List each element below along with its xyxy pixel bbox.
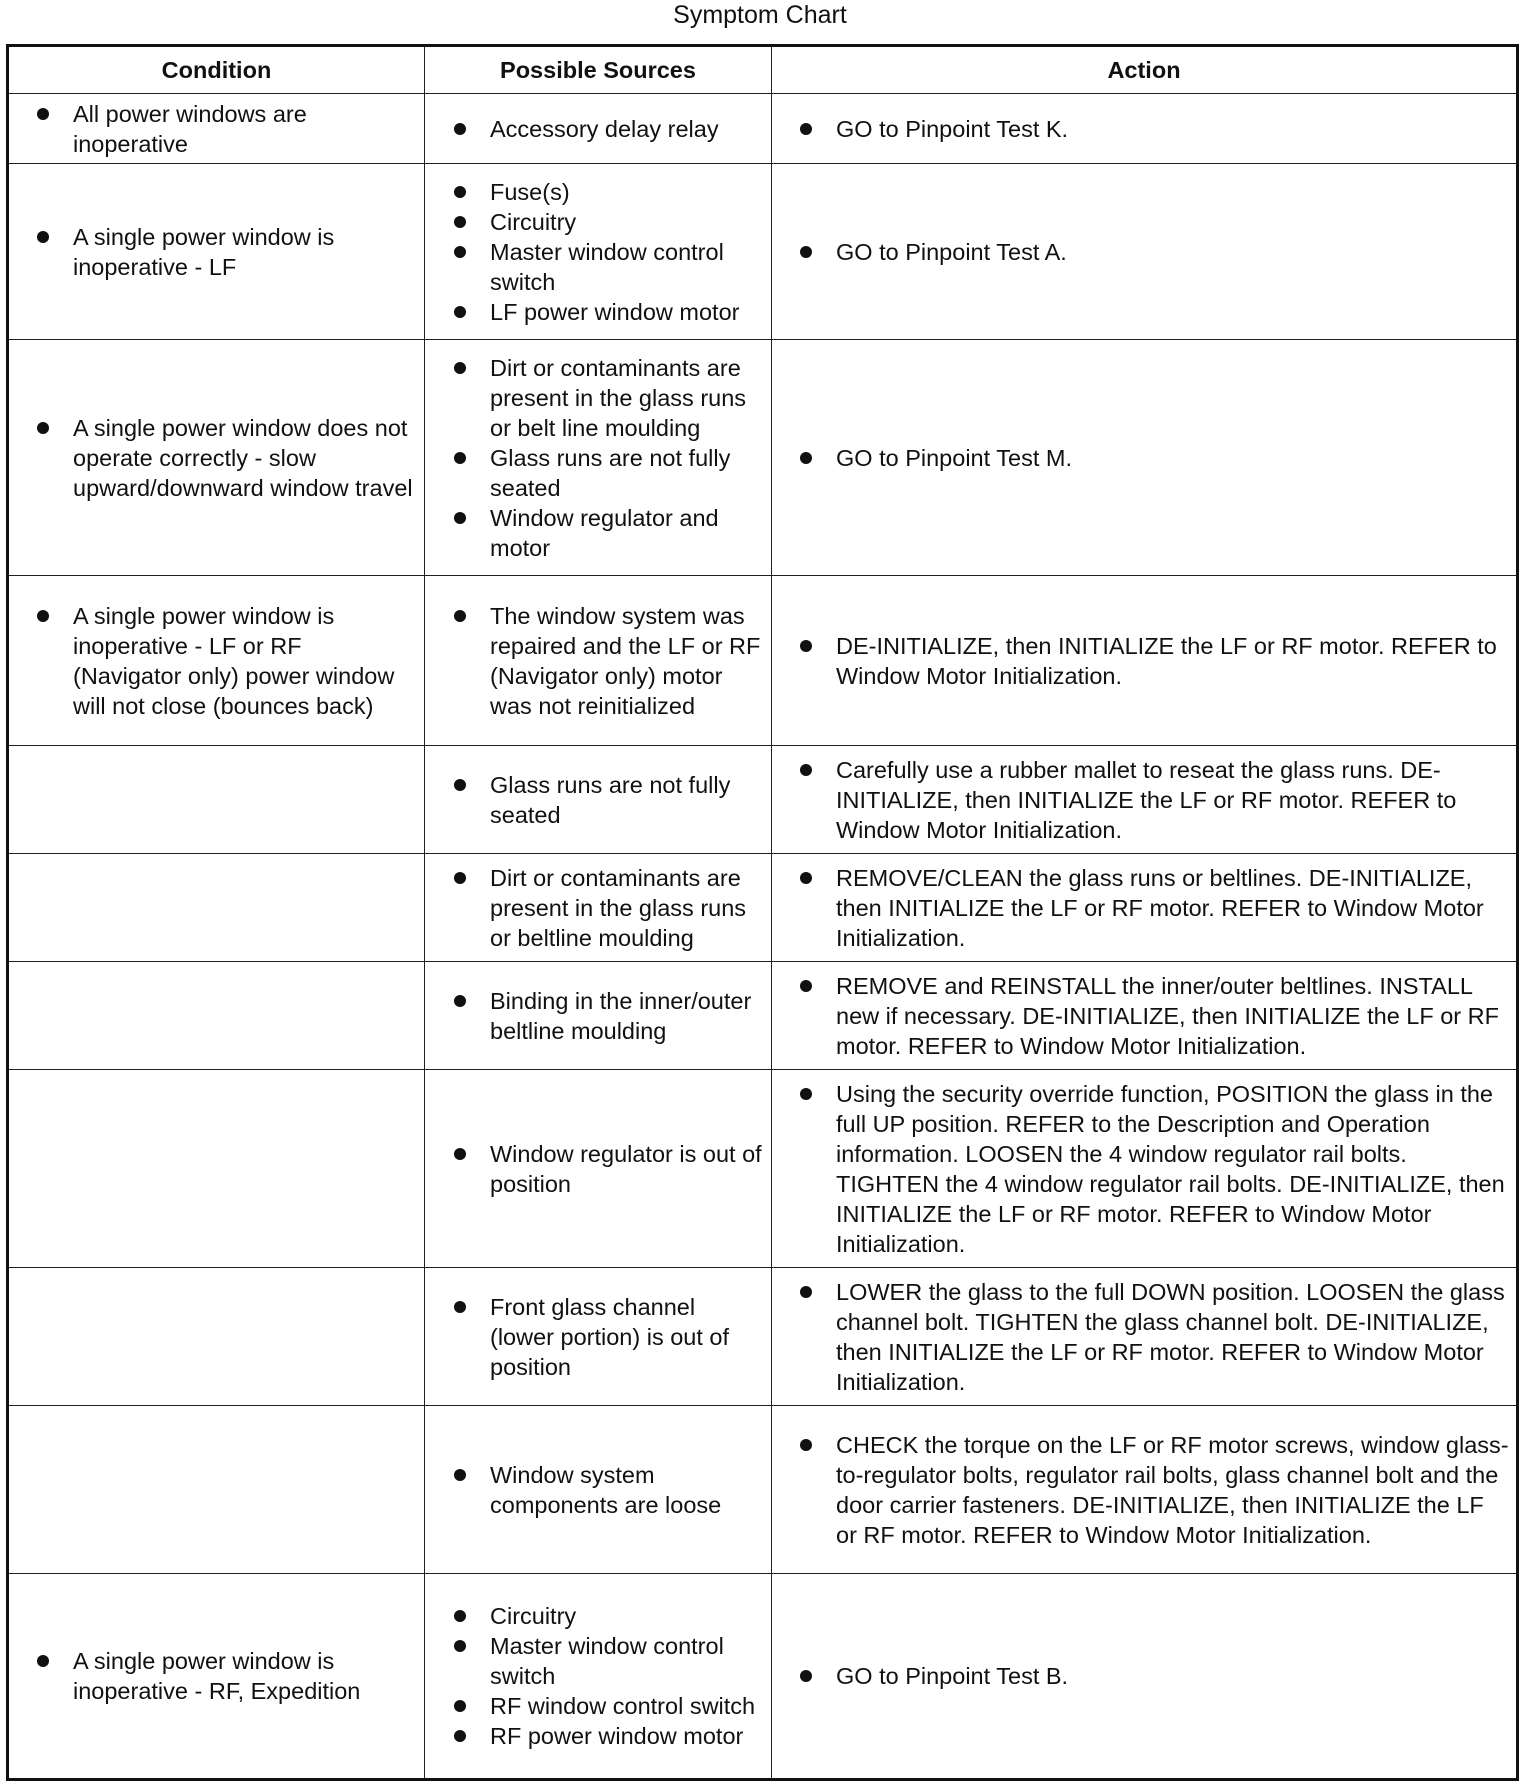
- condition-text: A single power window is inoperative - LF or RF (Navigator only) power window will not close (bounces back): [37, 601, 416, 721]
- action-text: DE-INITIALIZE, then INITIALIZE the LF or RF motor. REFER to Window Motor Initialization.: [800, 631, 1510, 691]
- action-cell: [772, 576, 1518, 746]
- table-row: [8, 746, 1518, 854]
- table-row: [8, 854, 1518, 962]
- action-text: CHECK the torque on the LF or RF motor screws, window glass-to-regulator bolts, regulator rail bolts, glass channel bolt and the door carrier fasteners. DE-INITIALIZE, then INITIALIZE the LF or RF motor. REFER to Window Motor Initialization.: [800, 1430, 1510, 1550]
- condition-cell: [8, 94, 425, 164]
- condition-cell: [8, 164, 425, 340]
- action-text: GO to Pinpoint Test K.: [800, 114, 1510, 144]
- header-row: [8, 46, 1518, 94]
- header-condition: Condition: [8, 46, 425, 94]
- source-item: Master window control switch: [454, 237, 765, 297]
- source-item: Circuitry: [454, 1601, 765, 1631]
- condition-cell: [8, 340, 425, 576]
- action-cell: [772, 164, 1518, 340]
- condition-text: A single power window is inoperative - RF, Expedition: [37, 1646, 416, 1706]
- sources-cell: [425, 94, 772, 164]
- condition-text: A single power window is inoperative - LF: [37, 222, 416, 282]
- action-text: GO to Pinpoint Test M.: [800, 443, 1510, 473]
- table-row: [8, 576, 1518, 746]
- sources-cell: [425, 576, 772, 746]
- action-cell: [772, 1406, 1518, 1574]
- action-cell: [772, 1574, 1518, 1780]
- header-action: Action: [772, 46, 1518, 94]
- action-text: REMOVE and REINSTALL the inner/outer beltlines. INSTALL new if necessary. DE-INITIALIZE, then INITIALIZE the LF or RF motor. REFER to Window Motor Initialization.: [800, 971, 1510, 1061]
- source-item: Accessory delay relay: [454, 114, 765, 144]
- table-row: [8, 1406, 1518, 1574]
- source-item: Circuitry: [454, 207, 765, 237]
- source-item: Window system components are loose: [454, 1460, 765, 1520]
- action-text: Using the security override function, POSITION the glass in the full UP position. REFER to the Description and Operation information. LOOSEN the 4 window regulator rail bolts. TIGHTEN the 4 window regulator rail bolts. DE-INITIALIZE, then INITIALIZE the LF or RF motor. REFER to Window Motor Initialization.: [800, 1079, 1510, 1259]
- condition-cell: [8, 1574, 425, 1780]
- sources-cell: [425, 1268, 772, 1406]
- table-row: [8, 962, 1518, 1070]
- table-row: [8, 1070, 1518, 1268]
- table-row: [8, 1268, 1518, 1406]
- action-cell: [772, 1268, 1518, 1406]
- condition-cell: [8, 1406, 425, 1574]
- chart-title: Symptom Chart: [673, 1, 847, 29]
- source-item: Master window control switch: [454, 1631, 765, 1691]
- action-text: Carefully use a rubber mallet to reseat the glass runs. DE-INITIALIZE, then INITIALIZE the LF or RF motor. REFER to Window Motor Initialization.: [800, 755, 1510, 845]
- source-item: Front glass channel (lower portion) is out of position: [454, 1292, 765, 1382]
- condition-cell: [8, 962, 425, 1070]
- action-cell: [772, 340, 1518, 576]
- sources-cell: [425, 1406, 772, 1574]
- condition-cell: [8, 576, 425, 746]
- action-cell: [772, 746, 1518, 854]
- action-cell: [772, 854, 1518, 962]
- table-row: [8, 94, 1518, 164]
- condition-cell: [8, 746, 425, 854]
- condition-cell: [8, 1268, 425, 1406]
- table-row: [8, 164, 1518, 340]
- action-cell: [772, 1070, 1518, 1268]
- table-row: [8, 340, 1518, 576]
- source-item: Dirt or contaminants are present in the glass runs or beltline moulding: [454, 863, 765, 953]
- sources-cell: [425, 164, 772, 340]
- condition-cell: [8, 854, 425, 962]
- action-text: LOWER the glass to the full DOWN position. LOOSEN the glass channel bolt. TIGHTEN the glass channel bolt. DE-INITIALIZE, then INITIALIZE the LF or RF motor. REFER to Window Motor Initialization.: [800, 1277, 1510, 1397]
- symptom-table: [6, 44, 1519, 1781]
- action-text: GO to Pinpoint Test A.: [800, 237, 1510, 267]
- source-item: The window system was repaired and the LF or RF (Navigator only) motor was not reinitialized: [454, 601, 765, 721]
- sources-cell: [425, 962, 772, 1070]
- condition-cell: [8, 1070, 425, 1268]
- table-row: [8, 1574, 1518, 1780]
- source-item: Fuse(s): [454, 177, 765, 207]
- source-item: Glass runs are not fully seated: [454, 443, 765, 503]
- source-item: Binding in the inner/outer beltline moulding: [454, 986, 765, 1046]
- source-item: Window regulator and motor: [454, 503, 765, 563]
- action-cell: [772, 94, 1518, 164]
- source-item: Glass runs are not fully seated: [454, 770, 765, 830]
- sources-cell: [425, 746, 772, 854]
- sources-cell: [425, 340, 772, 576]
- source-item: RF power window motor: [454, 1721, 765, 1751]
- source-item: RF window control switch: [454, 1691, 765, 1721]
- source-item: Dirt or contaminants are present in the glass runs or belt line moulding: [454, 353, 765, 443]
- condition-text: All power windows are inoperative: [37, 99, 416, 159]
- source-item: LF power window motor: [454, 297, 765, 327]
- condition-text: A single power window does not operate correctly - slow upward/downward window travel: [37, 413, 416, 503]
- source-item: Window regulator is out of position: [454, 1139, 765, 1199]
- sources-cell: [425, 854, 772, 962]
- sources-cell: [425, 1574, 772, 1780]
- header-possible-sources: Possible Sources: [425, 46, 772, 94]
- action-text: GO to Pinpoint Test B.: [800, 1661, 1510, 1691]
- sources-cell: [425, 1070, 772, 1268]
- action-text: REMOVE/CLEAN the glass runs or beltlines. DE-INITIALIZE, then INITIALIZE the LF or RF motor. REFER to Window Motor Initialization.: [800, 863, 1510, 953]
- action-cell: [772, 962, 1518, 1070]
